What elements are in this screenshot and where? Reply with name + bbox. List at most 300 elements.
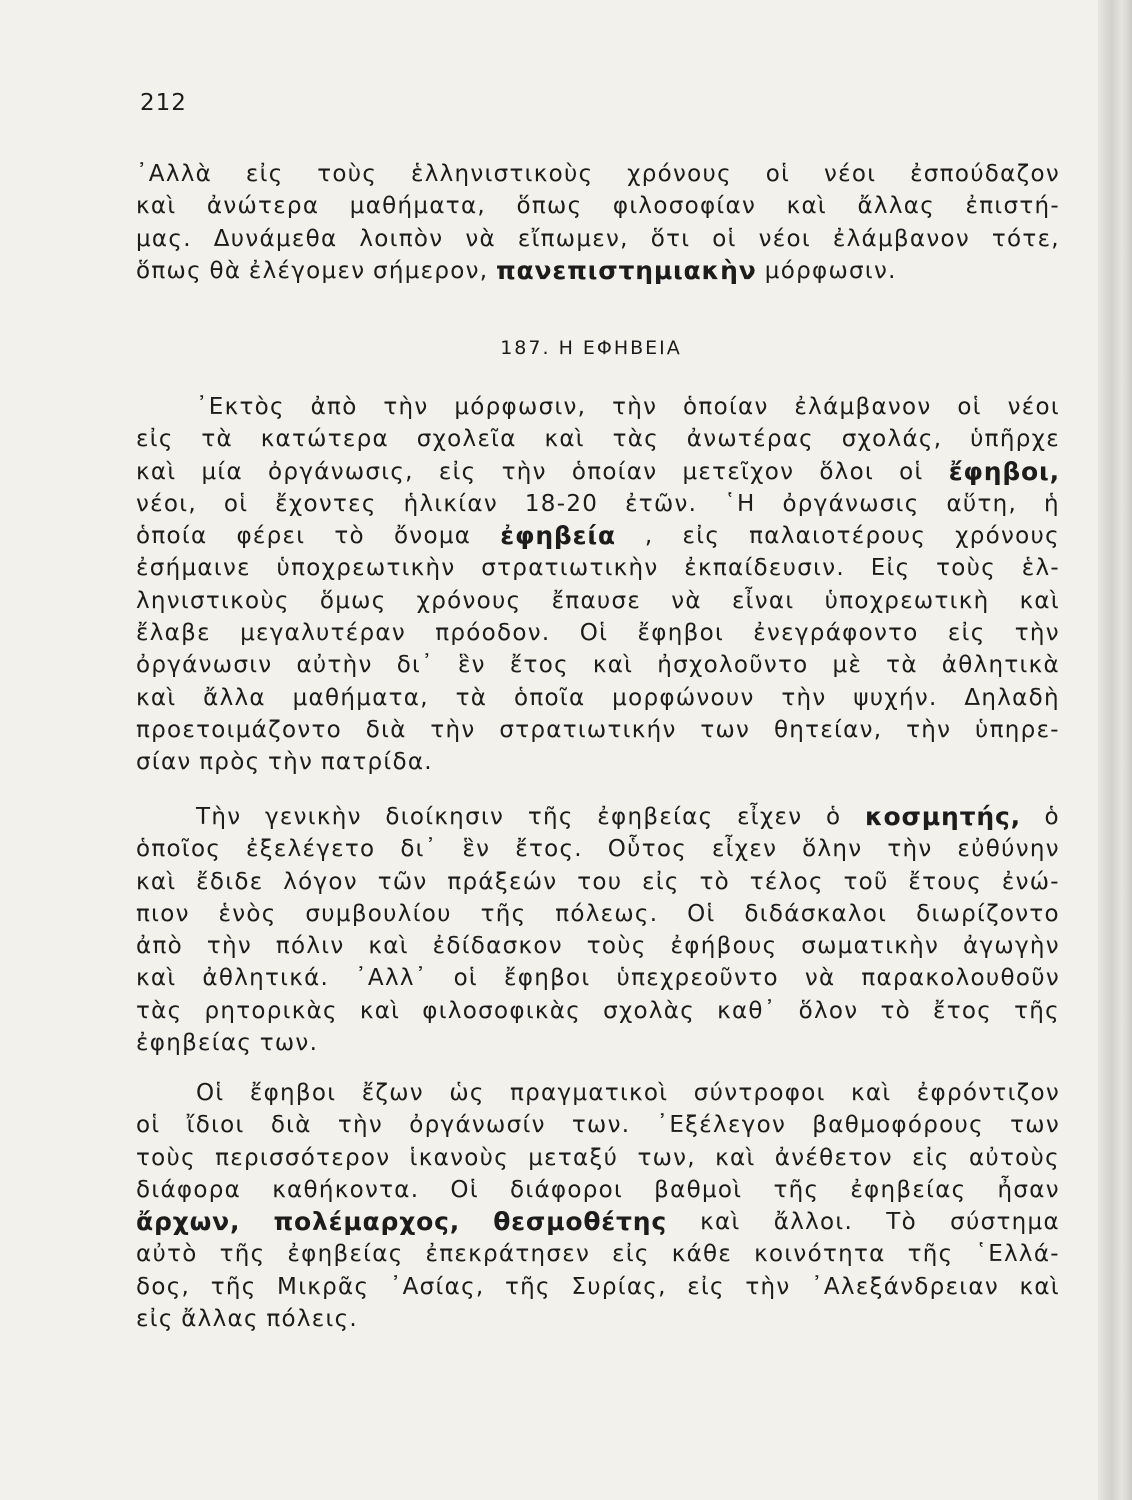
word: οἱ: [957, 394, 982, 420]
text-line: [136, 962, 1060, 994]
word: ληνιστικοὺς: [136, 587, 290, 614]
word: αὕτη,: [946, 490, 1018, 517]
word: λόγον: [283, 868, 358, 895]
word: καὶ: [359, 997, 401, 1024]
word: ἐνεγράφοντο: [753, 620, 919, 647]
word: ἠσχολοῦντο: [657, 652, 809, 679]
word: ἀνώτερα: [206, 193, 320, 220]
text-line: [136, 833, 1060, 865]
word: ἄλλα: [203, 684, 266, 711]
word: μεταξύ: [528, 1144, 619, 1171]
word: οἱ: [899, 458, 924, 485]
word: κάθε: [671, 1241, 733, 1268]
word: μας.: [136, 225, 192, 252]
word: ἄλλας: [181, 1306, 259, 1333]
word: ὑπεχρεοῦντο: [616, 965, 779, 992]
text-line: [136, 488, 1060, 520]
text-line: [136, 255, 1060, 287]
word: ἐλέγομεν: [248, 257, 366, 284]
text-line: [136, 1303, 1060, 1335]
paragraph-2: [136, 391, 1060, 779]
text-line: [136, 456, 1060, 488]
word: ὁ: [825, 804, 842, 830]
bold-term: κοσμητής,: [865, 802, 1021, 831]
word: ἐπεκράτησεν: [425, 1241, 591, 1268]
word: ψυχήν.: [853, 684, 938, 711]
word: ἔτος.: [515, 836, 583, 863]
word: ὅπως: [516, 193, 583, 220]
bold-term: ἄρχων,: [136, 1207, 241, 1237]
word: τέλος: [749, 868, 824, 895]
word: ἐσπούδαζον: [910, 161, 1060, 187]
word: ᾽Εξέλεγον: [656, 1112, 787, 1139]
page-number: 212: [140, 90, 187, 116]
word: εἰς: [245, 161, 284, 187]
word: ἔφηβοι: [504, 965, 591, 992]
word: εἰς: [687, 1273, 725, 1300]
word: σύστημα: [950, 1209, 1060, 1236]
word: λοιπὸν: [359, 225, 444, 252]
word: ἀγωγὴν: [963, 933, 1060, 960]
word: καὶ: [851, 1080, 892, 1106]
word: καὶ: [786, 193, 827, 220]
text-line: [136, 1142, 1060, 1174]
word: τοὺς: [936, 555, 997, 582]
word: ἓν: [462, 836, 491, 863]
text-line: [136, 1077, 1060, 1109]
word: αὐτοὺς: [968, 1144, 1060, 1171]
page-edge: [1098, 0, 1132, 1500]
word: ἔχοντες: [275, 490, 377, 517]
word: ὑποχρεωτικὴ: [824, 587, 990, 614]
word: ἔλαβε: [136, 620, 211, 647]
word: Τὸ: [886, 1209, 917, 1236]
word: φιλοσοφίαν: [612, 193, 757, 220]
word: εἰς: [438, 458, 477, 485]
word: περισσότερον: [215, 1144, 391, 1171]
text-line: [136, 995, 1060, 1027]
word: καὶ: [592, 652, 634, 679]
word: τὰ: [455, 684, 488, 711]
word: εἰς: [642, 868, 680, 895]
word: σωματικὴν: [801, 933, 940, 960]
word: μαθήματα,: [349, 193, 487, 220]
word: πόλιν: [275, 933, 345, 960]
word: νὰ: [465, 225, 496, 252]
word: ἀπὸ: [136, 933, 183, 960]
word: τῆς: [1014, 997, 1060, 1024]
word: πατρίδα.: [320, 749, 433, 776]
bold-term: ἔφηβοι,: [948, 456, 1060, 486]
word: Οἱ: [450, 1176, 479, 1203]
word: ὅλον: [798, 997, 859, 1024]
bold-term: πολέμαρχος,: [273, 1207, 461, 1237]
word: ὑπῆρχε: [970, 426, 1060, 453]
bold-term: πανεπιστημιακὴν: [495, 255, 757, 285]
word: δι᾽: [400, 836, 438, 863]
text-line: [136, 223, 1060, 255]
paragraph-3: [136, 801, 1060, 1059]
word: ὁποία: [136, 523, 208, 550]
text-line: [136, 585, 1060, 617]
word: ἐφηβείας: [597, 804, 714, 830]
word: μόρφωσιν,: [454, 394, 587, 420]
word: Οἱ: [196, 1080, 225, 1106]
word: τὴν: [745, 1273, 791, 1300]
word: ὀργάνωσις,: [268, 458, 414, 485]
word: παρακολουθοῦν: [861, 965, 1060, 992]
text-line: [136, 1206, 1060, 1238]
word: νὰ: [804, 965, 836, 992]
word: τὴν: [337, 1112, 384, 1139]
word: ἐδίδασκον: [432, 933, 563, 960]
text-line: [136, 423, 1060, 455]
word: εἰς: [912, 1144, 950, 1171]
word: τὴν: [267, 749, 314, 776]
word: ὁποῖα: [513, 684, 586, 711]
word: των,: [637, 1144, 696, 1171]
word: των: [700, 716, 751, 743]
word: ἔζων: [361, 1080, 424, 1106]
word: πόλεως.: [555, 900, 659, 927]
word: ἔφηβοι: [249, 1080, 337, 1106]
word: ἐξελέγετο: [246, 836, 376, 863]
text-line: [136, 158, 1060, 190]
word: ἴδιοι: [186, 1112, 245, 1139]
text-line: [136, 190, 1060, 222]
word: Οὗτος: [607, 836, 688, 863]
word: πρὸς: [199, 749, 261, 776]
word: διάφοροι: [509, 1176, 624, 1203]
word: ὅλην: [802, 836, 863, 863]
word: ἐφηβείας: [850, 1176, 967, 1203]
word: ἐφήβους: [670, 933, 778, 960]
word: ἀνέθετον: [774, 1144, 893, 1171]
text-line: [136, 649, 1060, 681]
word: ὀργάνωσιν: [136, 652, 273, 679]
word: βαθμοὶ: [654, 1176, 743, 1203]
word: ὀργάνωσίν: [409, 1112, 546, 1139]
word: ᾽Ασίας,: [389, 1273, 485, 1300]
word: τοῦ: [843, 868, 889, 895]
word: τὴν: [206, 933, 253, 960]
word: ἐκπαίδευσιν.: [684, 555, 845, 582]
word: τὰς: [136, 997, 183, 1024]
word: εἶχεν: [737, 804, 803, 830]
word: τότε,: [991, 225, 1060, 252]
paragraph-4: [136, 1077, 1060, 1335]
word: ὅλοι: [819, 458, 875, 485]
word: θητείαν,: [773, 716, 883, 743]
word: ὁποίαν: [571, 458, 658, 485]
word: νὰ: [671, 587, 702, 614]
paragraph-1: [136, 158, 1060, 287]
text-line: [136, 746, 1060, 778]
word: τὴν: [430, 716, 476, 743]
word: τὰς: [612, 426, 660, 453]
word: μετεῖχον: [682, 458, 795, 485]
word: εὐθύνην: [957, 836, 1060, 863]
word: δος,: [136, 1273, 191, 1300]
word: ἐφηβείας: [136, 1030, 253, 1057]
text-line: [136, 714, 1060, 746]
bold-term: ἐφηβεία: [500, 521, 616, 551]
word: σύντροφοι: [693, 1080, 826, 1106]
word: ὅμως: [319, 587, 387, 614]
word: μεγαλυτέραν: [240, 620, 407, 647]
word: ἐσήμαινε: [136, 555, 251, 582]
word: καὶ: [368, 933, 409, 960]
word: καὶ: [1019, 1273, 1060, 1300]
word: στρατιωτικὴν: [481, 555, 659, 582]
word: Δηλαδὴ: [964, 684, 1060, 711]
word: ἀθλητικὰ: [941, 652, 1060, 679]
word: τὸ: [880, 997, 911, 1024]
word: μαθήματα,: [292, 684, 429, 711]
word: τὴν: [1014, 620, 1060, 647]
word: φιλοσοφικὰς: [422, 997, 582, 1024]
word: στρατιωτικήν: [499, 716, 677, 743]
word: ἔτους: [908, 868, 983, 895]
word: ἄλλας: [857, 193, 936, 220]
word: εἶναι: [731, 587, 795, 614]
word: οἱ: [223, 490, 249, 517]
word: τῆς: [210, 1273, 257, 1300]
text-line: [136, 1271, 1060, 1303]
word: πράξεών: [447, 868, 558, 895]
word: ἔπαυσε: [551, 587, 642, 614]
word: καθ᾽: [717, 997, 777, 1024]
word: εἶχεν: [711, 836, 778, 863]
word: Εἰς: [870, 555, 911, 582]
text-line: [136, 930, 1060, 962]
word: ἔτος: [932, 997, 993, 1024]
word: τῆς: [505, 1273, 551, 1300]
word: πραγματικοὶ: [510, 1080, 669, 1106]
word: κοινότητα: [754, 1241, 886, 1268]
word: οἱ: [453, 965, 479, 992]
word: ᾽Εκτὸς: [196, 394, 285, 420]
word: τὸ: [699, 868, 731, 895]
text-line: [136, 1027, 1060, 1059]
word: σχολάς,: [841, 426, 943, 453]
word: Οἱ: [687, 900, 716, 927]
word: συμβουλίου: [305, 900, 452, 927]
word: παλαιοτέρους: [749, 523, 927, 550]
word: τὸ: [334, 523, 365, 550]
word: μία: [201, 458, 243, 485]
word: χρόνους: [627, 161, 732, 187]
word: σχολὰς: [603, 997, 696, 1024]
word: ἑνὸς: [218, 900, 277, 927]
word: καὶ: [1019, 587, 1060, 614]
word: ἀθλητικά.: [202, 965, 330, 992]
word: δι᾽: [396, 652, 434, 679]
word: νέοι: [1007, 394, 1060, 420]
word: ᾽Αλεξάνδρειαν: [811, 1273, 999, 1300]
word: Οἱ: [579, 620, 609, 647]
text-line: [136, 1238, 1060, 1270]
word: πρόοδον.: [435, 620, 551, 647]
text-line: [136, 682, 1060, 714]
word: θὰ: [209, 257, 242, 284]
word: τῆς: [527, 804, 574, 830]
word: εἰς: [136, 426, 174, 453]
word: τῆς: [773, 1176, 820, 1203]
text-line: [136, 1109, 1060, 1141]
word: καὶ: [136, 458, 177, 485]
word: διὰ: [365, 716, 407, 743]
word: σήμερον,: [372, 257, 489, 284]
word: τὴν: [906, 716, 952, 743]
word: ἐπιστή-: [965, 193, 1060, 220]
word: ἦσαν: [997, 1176, 1060, 1203]
word: οἱ: [712, 225, 737, 252]
word: Τὴν: [196, 804, 242, 830]
word: του: [577, 868, 623, 895]
bold-term: θεσμοθέτης: [493, 1207, 667, 1237]
word: τοὺς: [317, 161, 378, 187]
word: καὶ: [136, 193, 177, 220]
word: τῆς: [219, 1241, 266, 1268]
word: διωρίζοντο: [916, 900, 1060, 927]
word: ἄλλοι.: [773, 1209, 854, 1236]
word: Συρίας,: [571, 1273, 667, 1300]
word: οἱ: [765, 161, 791, 187]
word: τοὺς: [136, 1144, 196, 1171]
word: εἰς: [947, 620, 986, 647]
text-line: [136, 552, 1060, 584]
word: ἐφρόντιζον: [916, 1080, 1060, 1106]
text-line: [136, 1174, 1060, 1206]
word: καὶ: [715, 1144, 756, 1171]
word: ἀνωτέρας: [686, 426, 814, 453]
word: διάφορα: [136, 1176, 242, 1203]
text-line: [136, 391, 1060, 423]
word: των: [1010, 1112, 1060, 1139]
word: ὁ: [1044, 804, 1060, 830]
word: τῶν: [377, 868, 428, 895]
word: καὶ: [136, 965, 177, 992]
word: τῆς: [480, 900, 527, 927]
word: εἴπωμεν,: [517, 225, 629, 252]
word: εἰς: [682, 523, 721, 550]
word: ἔφηβοι: [637, 620, 725, 647]
word: ἐφηβείας: [287, 1241, 404, 1268]
word: ὀργάνωσις: [782, 490, 920, 517]
word: ὄνομα: [393, 523, 472, 550]
word: ἓν: [457, 652, 486, 679]
word: τοὺς: [586, 933, 647, 960]
word: 18-20: [524, 490, 599, 517]
word: ᾽Αλλ᾽: [355, 965, 428, 992]
word: ὡς: [449, 1080, 485, 1106]
word: καὶ: [136, 684, 177, 711]
word: καὶ: [544, 426, 585, 453]
word: ἔδιδε: [196, 868, 264, 895]
section-heading: 187. Η ΕΦΗΒΕΙΑ: [500, 337, 682, 359]
word: νέοι: [758, 225, 811, 252]
word: ἑλληνιστικοὺς: [410, 161, 594, 187]
word: ᾽Αλλὰ: [136, 161, 213, 187]
word: ἔτος: [509, 652, 569, 679]
word: Δυνάμεθα: [213, 225, 338, 252]
word: ὁποῖος: [136, 836, 222, 863]
word: πόλεις.: [266, 1306, 358, 1333]
word: ἡλικίαν: [403, 490, 498, 517]
word: διδάσκαλοι: [744, 900, 888, 927]
word: ἀπὸ: [310, 394, 358, 420]
word: τὴν: [612, 394, 658, 420]
word: καὶ: [136, 868, 177, 895]
word: φέρει: [236, 523, 306, 550]
word: ρητορικὰς: [204, 997, 338, 1024]
word: βαθμοφόρους: [812, 1112, 984, 1139]
word: χρόνους: [955, 523, 1060, 550]
word: τὴν: [383, 394, 429, 420]
word: καθήκοντα.: [272, 1176, 420, 1203]
word: ἐνώ-: [1001, 868, 1060, 895]
word: οἱ: [136, 1112, 161, 1139]
word: ἐλάμβανον: [832, 225, 970, 252]
word: τὰ: [886, 652, 918, 679]
word: ἱκανοὺς: [409, 1144, 509, 1171]
text-line: [136, 866, 1060, 898]
word: ,: [644, 523, 654, 550]
word: ῾Ελλά-: [975, 1241, 1060, 1268]
word: εἰς: [136, 1306, 174, 1333]
word: Μικρᾶς: [277, 1273, 370, 1300]
word: σίαν: [136, 749, 192, 776]
word: διὰ: [270, 1112, 312, 1139]
word: ὑποχρεωτικὴν: [276, 555, 456, 582]
word: νέοι: [823, 161, 877, 187]
word: πιον: [136, 900, 190, 927]
word: αὐτὴν: [296, 652, 373, 679]
word: των.: [259, 1030, 319, 1057]
word: ὅτι: [650, 225, 691, 252]
word: ἑλ-: [1021, 555, 1060, 582]
word: τὴν: [501, 458, 547, 485]
word: τὰ: [201, 426, 233, 453]
word: μόρφωσιν.: [764, 257, 897, 284]
word: μὲ: [832, 652, 863, 679]
word: ἡ: [1044, 490, 1060, 517]
word: κατώτερα: [260, 426, 389, 453]
word: μορφώνουν: [612, 684, 755, 711]
word: ὅπως: [136, 257, 202, 284]
text-line: [136, 520, 1060, 552]
word: ῾Η: [724, 490, 756, 517]
word: καὶ: [700, 1209, 741, 1236]
word: προετοιμάζοντο: [136, 716, 342, 743]
word: ὑπηρε-: [975, 716, 1060, 743]
word: χρόνους: [416, 587, 522, 614]
word: νέοι,: [136, 490, 197, 517]
word: ἐλάμβανον: [794, 394, 932, 420]
word: ἐτῶν.: [625, 490, 698, 517]
word: των.: [571, 1112, 631, 1139]
word: σχολεῖα: [416, 426, 517, 453]
word: διοίκησιν: [385, 804, 505, 830]
text-line: [136, 617, 1060, 649]
text-line: [136, 898, 1060, 930]
word: εἰς: [612, 1241, 650, 1268]
word: ὁποίαν: [683, 394, 769, 420]
word: τὴν: [887, 836, 933, 863]
word: τῆς: [907, 1241, 954, 1268]
word: αὐτὸ: [136, 1241, 198, 1268]
